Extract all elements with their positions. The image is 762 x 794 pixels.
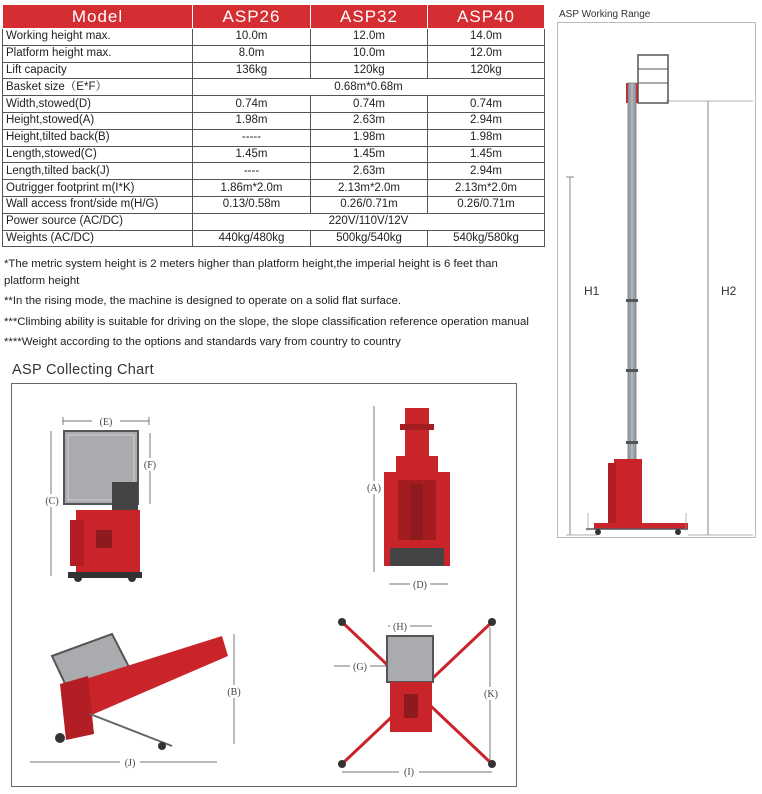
working-range-drawing: [558, 23, 757, 539]
spec-row: [3, 213, 545, 230]
dim-label-h: (H): [393, 622, 407, 633]
spec-value: 0.26/0.71m: [311, 196, 428, 213]
working-range-box: [557, 22, 756, 538]
header-asp40: ASP40: [428, 5, 545, 29]
spec-label: Length,tilted back(J): [3, 163, 193, 180]
spec-label: Wall access front/side m(H/G): [3, 196, 193, 213]
spec-label: Width,stowed(D): [3, 96, 193, 113]
spec-row: [3, 129, 545, 146]
spec-value: 1.86m*2.0m: [193, 180, 311, 197]
spec-row: [3, 29, 545, 46]
dim-label-i: (I): [404, 767, 414, 778]
spec-label: Weights (AC/DC): [3, 230, 193, 247]
spec-value: 0.26/0.71m: [428, 196, 545, 213]
spec-row: [3, 45, 545, 62]
spec-value: 136kg: [193, 62, 311, 79]
spec-value: 2.13m*2.0m: [311, 180, 428, 197]
spec-value: 1.98m: [193, 112, 311, 129]
spec-table: [2, 4, 545, 247]
spec-value: 1.45m: [193, 146, 311, 163]
spec-row: [3, 112, 545, 129]
spec-value: 500kg/540kg: [311, 230, 428, 247]
spec-label: Working height max.: [3, 29, 193, 46]
spec-label: Platform height max.: [3, 45, 193, 62]
lift-mast: [626, 83, 638, 519]
spec-row: [3, 146, 545, 163]
spec-value: 14.0m: [428, 29, 545, 46]
spec-value: 2.63m: [311, 112, 428, 129]
spec-value: 120kg: [428, 62, 545, 79]
spec-value: 12.0m: [428, 45, 545, 62]
spec-value: 1.45m: [428, 146, 545, 163]
spec-label: Power source (AC/DC): [3, 213, 193, 230]
spec-value: ----: [193, 163, 311, 180]
spec-label: Height,tilted back(B): [3, 129, 193, 146]
dim-label-k: (K): [484, 689, 498, 700]
spec-row: [3, 230, 545, 247]
spec-row: [3, 196, 545, 213]
footnote: ****Weight according to the options and standards vary from country to country: [4, 336, 401, 348]
spec-value: 1.98m: [311, 129, 428, 146]
spec-value: 8.0m: [193, 45, 311, 62]
spec-value: 120kg: [311, 62, 428, 79]
spec-value-merged: 220V/110V/12V: [193, 213, 545, 230]
spec-value: 0.13/0.58m: [193, 196, 311, 213]
spec-value: 10.0m: [311, 45, 428, 62]
stowed-front-view: [364, 406, 450, 591]
spec-value: 0.74m: [311, 96, 428, 113]
spec-value: 1.98m: [428, 129, 545, 146]
header-asp26: ASP26: [193, 5, 311, 29]
spec-value: 540kg/580kg: [428, 230, 545, 247]
spec-label: Outrigger footprint m(I*K): [3, 180, 193, 197]
footnotes: [4, 256, 534, 355]
spec-value: 0.74m: [428, 96, 545, 113]
stowed-side-view: [42, 415, 160, 582]
collecting-chart-box: [11, 383, 517, 787]
spec-row: [3, 62, 545, 79]
dim-label-d: (D): [413, 580, 427, 591]
dim-label-b: (B): [227, 687, 241, 698]
spec-row: [3, 96, 545, 113]
dim-label-j: (J): [124, 758, 136, 769]
working-range-title: ASP Working Range: [559, 9, 651, 20]
footnote: **In the rising mode, the machine is designed to operate on a solid flat surface.: [4, 295, 402, 307]
dim-label-e: (E): [99, 417, 113, 428]
spec-label: Lift capacity: [3, 62, 193, 79]
spec-value: 440kg/480kg: [193, 230, 311, 247]
spec-value: 1.45m: [311, 146, 428, 163]
dim-label-c: (C): [45, 496, 59, 507]
tilted-back-view: [30, 634, 244, 769]
dim-label-f: (F): [143, 460, 157, 471]
spec-label: Basket size（E*F）: [3, 79, 193, 96]
spec-value: 12.0m: [311, 29, 428, 46]
spec-row: [3, 180, 545, 197]
spec-row: [3, 79, 545, 96]
h2-label: H2: [721, 284, 737, 298]
spec-value: 2.63m: [311, 163, 428, 180]
footnote: ***Climbing ability is suitable for driving on the slope, the slope classification reference operation manual: [4, 315, 529, 328]
spec-label: Height,stowed(A): [3, 112, 193, 129]
spec-value: 10.0m: [193, 29, 311, 46]
collecting-chart-title: ASP Collecting Chart: [12, 362, 154, 378]
header-asp32: ASP32: [311, 5, 428, 29]
dim-label-a: (A): [367, 483, 381, 494]
lift-base: [586, 459, 688, 535]
spec-label: Length,stowed(C): [3, 146, 193, 163]
footnote: *The metric system height is 2 meters higher than platform height,the imperial height is 6 feet than platform height: [4, 258, 498, 287]
collecting-chart-drawings: [12, 384, 518, 788]
spec-value: 2.94m: [428, 112, 545, 129]
spec-value: 0.74m: [193, 96, 311, 113]
spec-row: [3, 163, 545, 180]
spec-value: 2.94m: [428, 163, 545, 180]
header-model: Model: [3, 5, 193, 29]
dim-label-g: (G): [353, 662, 367, 673]
outrigger-top-view: [334, 618, 500, 778]
spec-value: -----: [193, 129, 311, 146]
h1-label: H1: [584, 284, 600, 298]
spec-header-row: [3, 5, 545, 29]
spec-value: 2.13m*2.0m: [428, 180, 545, 197]
spec-value-merged: 0.68m*0.68m: [193, 79, 545, 96]
